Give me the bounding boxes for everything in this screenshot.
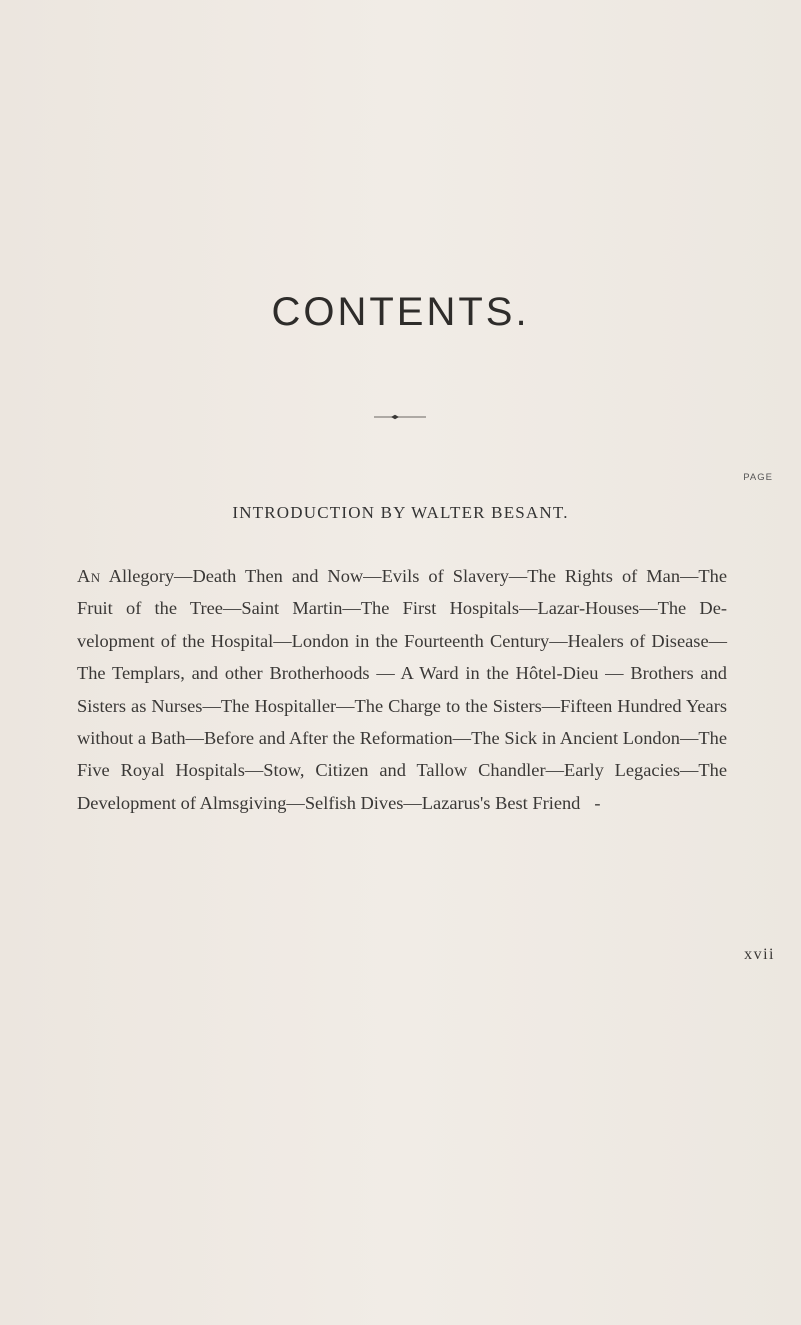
entry-page-number: xvii (744, 946, 775, 963)
page-title: CONTENTS. (271, 290, 530, 334)
entry-first-word: An (77, 566, 101, 586)
contents-entry (77, 560, 727, 819)
entry-text: Allegory—Death Then and Now—Evils of Slavery—The Rights of Man—The Fruit of the Tree—Saint Martin—The First Hospitals—Lazar-Houses—The De-velopment of the Hospital—London in the Fourteenth Century—Healers of Disease—The Templars, and other Brotherhoods — A Ward in the Hôtel-Dieu — Brothers and Sisters as Nurses—The Hospitaller—The Charge to the Sisters—Fifteen Hundred Years without a Bath—Before and After the Reformation—The Sick in Ancient London—The Five Royal Hospitals—Stow, Citizen and Tallow Chandler—Early Legacies—The Development of Almsgiving—Selfish Dives—Lazarus's Best Friend (77, 566, 727, 813)
entry-leader: - (594, 792, 601, 813)
introduction-heading: INTRODUCTION BY WALTER BESANT. (232, 503, 569, 522)
page-column-label: PAGE (743, 472, 773, 483)
ornament-divider-icon (374, 413, 426, 421)
